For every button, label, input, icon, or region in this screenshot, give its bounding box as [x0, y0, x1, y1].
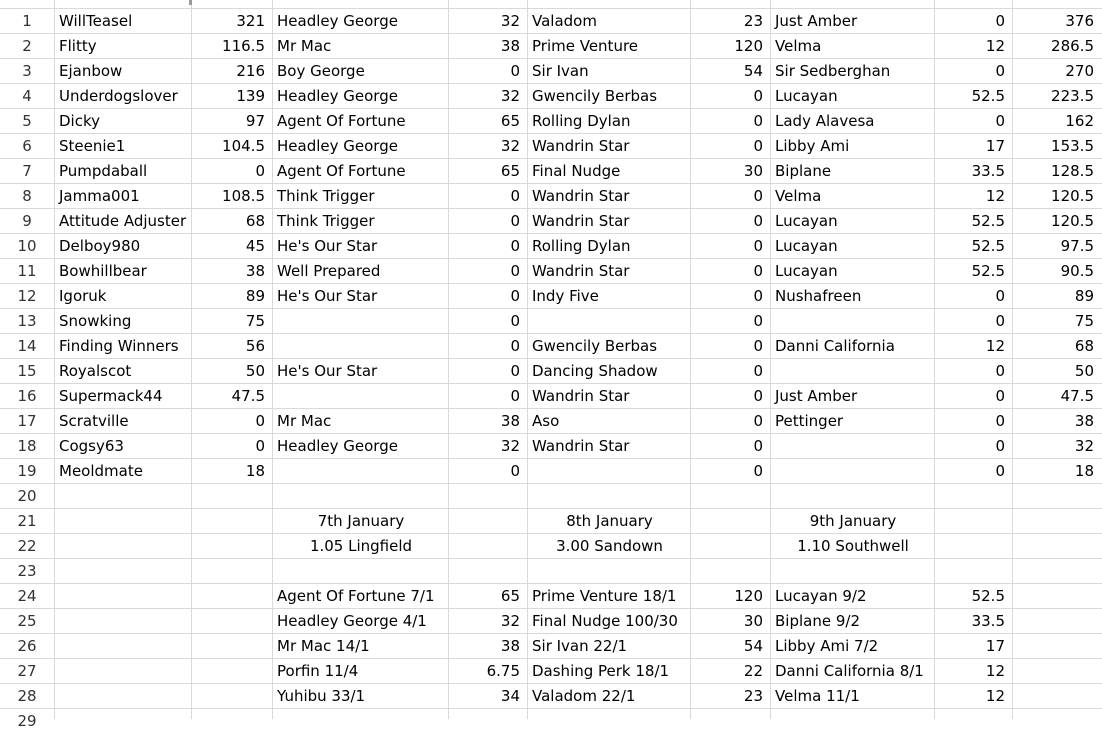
cell-name[interactable]: Igoruk — [59, 287, 107, 305]
cell-pts-2[interactable]: 0 — [753, 237, 763, 255]
cell-pts-2[interactable]: 0 — [753, 437, 763, 455]
cell-pick-1[interactable] — [273, 459, 449, 484]
cell-pick-2[interactable]: Dancing Shadow — [532, 362, 658, 380]
cell-pick-2[interactable] — [528, 559, 691, 584]
cell-total[interactable] — [1013, 559, 1102, 584]
cell-name[interactable] — [55, 609, 192, 634]
cell-pick-3[interactable]: Lady Alavesa — [775, 112, 875, 130]
cell-pick-1[interactable] — [273, 384, 449, 409]
cell-pts-3[interactable]: 33.5 — [971, 612, 1005, 630]
cell-name[interactable] — [55, 709, 192, 734]
cell-name[interactable]: WillTeasel — [59, 12, 133, 30]
cell-pick-3[interactable] — [771, 434, 935, 459]
cell-pick-1[interactable]: Mr Mac — [277, 412, 332, 430]
cell-pick-2[interactable]: Rolling Dylan — [532, 112, 631, 130]
cell-pts-3[interactable]: 0 — [995, 437, 1005, 455]
cell-score-a[interactable]: 116.5 — [222, 37, 265, 55]
cell-pts-3[interactable]: 0 — [995, 462, 1005, 480]
cell-pts-2[interactable]: 30 — [743, 612, 763, 630]
cell-pick-2[interactable]: Gwencily Berbas — [532, 337, 658, 355]
cell-score-a[interactable]: 0 — [255, 437, 265, 455]
row-header[interactable]: 13 — [17, 312, 37, 330]
cell-pick-2[interactable]: Gwencily Berbas — [532, 87, 658, 105]
cell-total[interactable]: 376 — [1065, 12, 1094, 30]
cell-pick-3[interactable]: Danni California 8/1 — [775, 662, 924, 680]
cell-score-a[interactable]: 56 — [245, 337, 265, 355]
cell-pts-2[interactable]: 22 — [743, 662, 763, 680]
cell-total[interactable] — [1013, 484, 1102, 509]
cell-pick-3[interactable]: 9th January — [809, 512, 897, 530]
cell-pts-3[interactable]: 52.5 — [971, 587, 1005, 605]
cell-total[interactable]: 90.5 — [1060, 262, 1094, 280]
cell-score-a[interactable] — [192, 484, 273, 509]
cell-pick-1[interactable]: Agent Of Fortune 7/1 — [277, 587, 435, 605]
cell-score-a[interactable]: 0 — [255, 162, 265, 180]
cell-pick-3[interactable]: Libby Ami 7/2 — [775, 637, 879, 655]
cell-pts-2[interactable]: 0 — [753, 387, 763, 405]
cell-pts-1[interactable]: 0 — [510, 262, 520, 280]
cell-pick-2[interactable]: Aso — [532, 412, 560, 430]
cell-score-a[interactable] — [192, 634, 273, 659]
cell-score-a[interactable] — [192, 534, 273, 559]
cell-name[interactable]: Bowhillbear — [59, 262, 147, 280]
row-header[interactable]: 23 — [17, 562, 37, 580]
cell-pts-2[interactable]: 0 — [753, 362, 763, 380]
cell-score-a[interactable] — [192, 509, 273, 534]
cell-pick-1[interactable]: He's Our Star — [277, 287, 378, 305]
cell-score-a[interactable] — [192, 609, 273, 634]
cell-pick-2[interactable]: Rolling Dylan — [532, 237, 631, 255]
cell-pick-3[interactable]: Libby Ami — [775, 137, 850, 155]
cell-pts-2[interactable]: 0 — [753, 112, 763, 130]
cell-pick-2[interactable]: 3.00 Sandown — [556, 537, 663, 555]
cell-pts-1[interactable]: 0 — [510, 462, 520, 480]
cell-pts-2[interactable]: 0 — [753, 187, 763, 205]
cell-score-a[interactable]: 45 — [245, 237, 265, 255]
cell-pts-1[interactable]: 0 — [510, 362, 520, 380]
cell-pts-1[interactable]: 32 — [500, 437, 520, 455]
cell-score-a[interactable]: 321 — [236, 12, 265, 30]
cell-pick-1[interactable]: Think Trigger — [277, 212, 375, 230]
cell-pick-1[interactable] — [273, 559, 449, 584]
cell-pick-1[interactable] — [273, 334, 449, 359]
cell-score-a[interactable]: 18 — [245, 462, 265, 480]
cell-pts-2[interactable]: 54 — [743, 637, 763, 655]
cell-pts-1[interactable] — [449, 559, 528, 584]
cell-pick-1[interactable]: Mr Mac — [277, 37, 332, 55]
cell-total[interactable]: 223.5 — [1051, 87, 1094, 105]
cell-total[interactable]: 120.5 — [1051, 212, 1094, 230]
cell-pick-3[interactable] — [771, 459, 935, 484]
cell-total[interactable]: 97.5 — [1060, 237, 1094, 255]
cell-pts-1[interactable] — [449, 509, 528, 534]
cell-pts-3[interactable]: 52.5 — [971, 237, 1005, 255]
cell-pts-1[interactable]: 0 — [510, 287, 520, 305]
cell-pick-2[interactable] — [528, 459, 691, 484]
cell-pick-2[interactable]: Prime Venture — [532, 37, 639, 55]
cell-pts-3[interactable]: 0 — [995, 412, 1005, 430]
cell-pick-2[interactable]: Indy Five — [532, 287, 599, 305]
cell-pick-1[interactable]: 1.05 Lingfield — [309, 537, 413, 555]
cell-pick-1[interactable]: Boy George — [277, 62, 365, 80]
row-header[interactable]: 1 — [22, 12, 32, 30]
cell-pick-1[interactable]: He's Our Star — [277, 237, 378, 255]
row-header[interactable]: 9 — [22, 212, 32, 230]
row-header[interactable]: 2 — [22, 37, 32, 55]
cell-pts-2[interactable]: 0 — [753, 87, 763, 105]
cell-name[interactable]: Jamma001 — [59, 187, 140, 205]
cell-pick-3[interactable]: Biplane 9/2 — [775, 612, 860, 630]
cell-name[interactable]: Ejanbow — [59, 62, 123, 80]
row-header[interactable]: 14 — [17, 337, 37, 355]
cell-pts-3[interactable]: 0 — [995, 112, 1005, 130]
cell-pick-3[interactable]: Lucayan — [775, 262, 838, 280]
cell-name[interactable]: Delboy980 — [59, 237, 141, 255]
cell-pts-3[interactable]: 0 — [995, 62, 1005, 80]
cell-name[interactable]: Steenie1 — [59, 137, 126, 155]
column-resize-handle[interactable] — [189, 0, 192, 5]
cell-pick-2[interactable]: Prime Venture 18/1 — [532, 587, 677, 605]
cell-pts-2[interactable]: 54 — [743, 62, 763, 80]
cell-name[interactable] — [55, 509, 192, 534]
cell-pts-3[interactable] — [935, 709, 1013, 734]
cell-pts-2[interactable]: 120 — [734, 37, 763, 55]
cell-score-a[interactable]: 47.5 — [231, 387, 265, 405]
cell-pick-3[interactable]: Lucayan — [775, 87, 838, 105]
row-header[interactable]: 10 — [17, 237, 37, 255]
cell-name[interactable]: Attitude Adjuster — [59, 212, 187, 230]
cell-pts-3[interactable]: 0 — [995, 12, 1005, 30]
cell-pick-3[interactable] — [771, 709, 935, 734]
cell-pts-2[interactable]: 0 — [753, 262, 763, 280]
cell-total[interactable] — [1013, 684, 1102, 709]
cell-pick-3[interactable]: Sir Sedberghan — [775, 62, 891, 80]
cell-name[interactable]: Flitty — [59, 37, 97, 55]
cell-pts-1[interactable]: 0 — [510, 212, 520, 230]
cell-pts-1[interactable]: 38 — [500, 37, 520, 55]
cell-name[interactable]: Dicky — [59, 112, 100, 130]
cell-score-a[interactable]: 50 — [245, 362, 265, 380]
cell-pts-1[interactable]: 38 — [500, 412, 520, 430]
cell-pick-3[interactable] — [771, 359, 935, 384]
cell-pick-1[interactable]: Headley George — [277, 12, 398, 30]
cell-pts-1[interactable] — [449, 484, 528, 509]
cell-pts-1[interactable]: 0 — [510, 387, 520, 405]
cell-score-a[interactable] — [192, 709, 273, 734]
cell-pts-3[interactable]: 0 — [995, 362, 1005, 380]
cell-pts-1[interactable]: 6.75 — [486, 662, 520, 680]
cell-pts-3[interactable]: 0 — [995, 287, 1005, 305]
cell-pick-1[interactable]: 7th January — [317, 512, 405, 530]
cell-pts-3[interactable]: 0 — [995, 312, 1005, 330]
cell-score-a[interactable]: 216 — [236, 62, 265, 80]
cell-pick-3[interactable]: Just Amber — [775, 387, 858, 405]
cell-pick-2[interactable] — [528, 309, 691, 334]
cell-name[interactable]: Underdogslover — [59, 87, 178, 105]
cell-pick-2[interactable]: Wandrin Star — [532, 137, 630, 155]
cell-total[interactable] — [1013, 709, 1102, 734]
row-header[interactable]: 25 — [17, 612, 37, 630]
cell-pick-3[interactable]: Lucayan — [775, 237, 838, 255]
cell-pts-2[interactable]: 23 — [743, 687, 763, 705]
cell-pick-2[interactable]: Sir Ivan 22/1 — [532, 637, 628, 655]
cell-pick-2[interactable]: Valadom 22/1 — [532, 687, 636, 705]
cell-pts-1[interactable]: 0 — [510, 337, 520, 355]
cell-name[interactable] — [55, 534, 192, 559]
cell-pick-1[interactable]: He's Our Star — [277, 362, 378, 380]
cell-pts-2[interactable]: 0 — [753, 412, 763, 430]
cell-total[interactable]: 153.5 — [1051, 137, 1094, 155]
cell-pick-1[interactable]: Headley George 4/1 — [277, 612, 427, 630]
cell-pick-3[interactable]: Pettinger — [775, 412, 844, 430]
cell-pick-2[interactable]: Wandrin Star — [532, 437, 630, 455]
cell-name[interactable]: Cogsy63 — [59, 437, 124, 455]
cell-pts-1[interactable]: 32 — [500, 137, 520, 155]
cell-pts-3[interactable]: 52.5 — [971, 212, 1005, 230]
cell-pts-2[interactable]: 0 — [753, 462, 763, 480]
cell-pts-3[interactable]: 17 — [985, 637, 1005, 655]
row-header[interactable]: 8 — [22, 187, 32, 205]
cell-pick-1[interactable]: Agent Of Fortune — [277, 162, 406, 180]
cell-pts-1[interactable]: 32 — [500, 87, 520, 105]
cell-pick-2[interactable]: Final Nudge 100/30 — [532, 612, 678, 630]
cell-pick-1[interactable]: Agent Of Fortune — [277, 112, 406, 130]
cell-score-a[interactable] — [192, 584, 273, 609]
row-header[interactable]: 17 — [17, 412, 37, 430]
cell-pick-2[interactable] — [528, 484, 691, 509]
row-header[interactable]: 28 — [17, 687, 37, 705]
cell-total[interactable]: 162 — [1065, 112, 1094, 130]
row-header[interactable]: 18 — [17, 437, 37, 455]
cell-pick-1[interactable]: Mr Mac 14/1 — [277, 637, 370, 655]
cell-pts-1[interactable]: 65 — [500, 587, 520, 605]
cell-score-a[interactable]: 38 — [245, 262, 265, 280]
cell-pick-2[interactable]: 8th January — [566, 512, 653, 530]
cell-name[interactable]: Scratville — [59, 412, 129, 430]
cell-pick-1[interactable]: Think Trigger — [277, 187, 375, 205]
cell-pts-2[interactable]: 30 — [743, 162, 763, 180]
cell-pts-2[interactable] — [691, 509, 771, 534]
cell-name[interactable]: Supermack44 — [59, 387, 163, 405]
row-header[interactable]: 7 — [22, 162, 32, 180]
cell-pts-1[interactable]: 32 — [500, 612, 520, 630]
cell-pick-3[interactable]: Lucayan — [775, 212, 838, 230]
row-header[interactable]: 27 — [17, 662, 37, 680]
cell-name[interactable]: Pumpdaball — [59, 162, 148, 180]
cell-total[interactable] — [1013, 609, 1102, 634]
cell-name[interactable]: Royalscot — [59, 362, 132, 380]
row-header[interactable]: 16 — [17, 387, 37, 405]
cell-pts-3[interactable]: 52.5 — [971, 87, 1005, 105]
row-header[interactable]: 5 — [22, 112, 32, 130]
cell-pick-1[interactable]: Headley George — [277, 87, 398, 105]
cell-pts-2[interactable]: 0 — [753, 312, 763, 330]
row-header[interactable]: 29 — [17, 712, 37, 730]
cell-pts-3[interactable]: 52.5 — [971, 262, 1005, 280]
cell-name[interactable] — [55, 659, 192, 684]
cell-pts-2[interactable] — [691, 709, 771, 734]
cell-total[interactable] — [1013, 659, 1102, 684]
cell-total[interactable]: 47.5 — [1060, 387, 1094, 405]
row-header[interactable]: 4 — [22, 87, 32, 105]
cell-pick-2[interactable]: Wandrin Star — [532, 387, 630, 405]
cell-total[interactable] — [1013, 634, 1102, 659]
cell-name[interactable]: Finding Winners — [59, 337, 179, 355]
cell-pts-2[interactable]: 0 — [753, 287, 763, 305]
cell-pts-3[interactable] — [935, 559, 1013, 584]
cell-pick-1[interactable] — [273, 309, 449, 334]
cell-pick-3[interactable]: Velma — [775, 187, 822, 205]
cell-name[interactable]: Meoldmate — [59, 462, 143, 480]
cell-pick-3[interactable]: Nushafreen — [775, 287, 862, 305]
row-header[interactable]: 21 — [17, 512, 37, 530]
cell-pts-1[interactable] — [449, 709, 528, 734]
cell-score-a[interactable]: 0 — [255, 412, 265, 430]
cell-total[interactable]: 270 — [1065, 62, 1094, 80]
cell-pts-1[interactable]: 65 — [500, 112, 520, 130]
row-header[interactable]: 11 — [17, 262, 37, 280]
cell-pts-2[interactable]: 0 — [753, 212, 763, 230]
cell-total[interactable]: 38 — [1074, 412, 1094, 430]
cell-pts-3[interactable]: 12 — [985, 662, 1005, 680]
cell-total[interactable]: 89 — [1074, 287, 1094, 305]
cell-pts-1[interactable]: 0 — [510, 312, 520, 330]
cell-pick-2[interactable]: Wandrin Star — [532, 212, 630, 230]
cell-score-a[interactable]: 89 — [245, 287, 265, 305]
row-header[interactable]: 19 — [17, 462, 37, 480]
cell-score-a[interactable]: 108.5 — [222, 187, 265, 205]
cell-pts-2[interactable] — [691, 559, 771, 584]
cell-total[interactable]: 286.5 — [1051, 37, 1094, 55]
cell-pick-2[interactable]: Valadom — [532, 12, 597, 30]
cell-pts-1[interactable]: 65 — [500, 162, 520, 180]
cell-total[interactable] — [1013, 584, 1102, 609]
row-header[interactable]: 26 — [17, 637, 37, 655]
cell-pick-1[interactable]: Yuhibu 33/1 — [277, 687, 366, 705]
cell-name[interactable]: Snowking — [59, 312, 132, 330]
cell-pts-1[interactable]: 0 — [510, 62, 520, 80]
cell-name[interactable] — [55, 584, 192, 609]
cell-pick-3[interactable] — [771, 309, 935, 334]
cell-pick-3[interactable] — [771, 484, 935, 509]
cell-pts-2[interactable]: 23 — [743, 12, 763, 30]
cell-pts-3[interactable]: 17 — [985, 137, 1005, 155]
cell-name[interactable] — [55, 634, 192, 659]
cell-score-a[interactable]: 97 — [245, 112, 265, 130]
cell-pts-3[interactable] — [935, 509, 1013, 534]
cell-total[interactable]: 128.5 — [1051, 162, 1094, 180]
cell-pts-2[interactable] — [691, 534, 771, 559]
cell-pick-3[interactable]: 1.10 Southwell — [797, 537, 909, 555]
cell-pick-2[interactable]: Wandrin Star — [532, 262, 630, 280]
cell-pick-1[interactable]: Headley George — [277, 437, 398, 455]
cell-pick-1[interactable]: Well Prepared — [277, 262, 381, 280]
cell-pts-1[interactable]: 0 — [510, 187, 520, 205]
cell-pick-1[interactable] — [273, 709, 449, 734]
cell-score-a[interactable] — [192, 684, 273, 709]
cell-pick-3[interactable]: Velma 11/1 — [775, 687, 860, 705]
cell-total[interactable]: 18 — [1074, 462, 1094, 480]
cell-pts-3[interactable]: 12 — [985, 687, 1005, 705]
cell-score-a[interactable]: 75 — [245, 312, 265, 330]
cell-pts-2[interactable]: 0 — [753, 337, 763, 355]
cell-score-a[interactable]: 139 — [236, 87, 265, 105]
cell-total[interactable]: 68 — [1074, 337, 1094, 355]
cell-pts-1[interactable]: 32 — [500, 12, 520, 30]
cell-score-a[interactable] — [192, 559, 273, 584]
cell-pts-3[interactable]: 12 — [985, 337, 1005, 355]
cell-pick-3[interactable]: Danni California — [775, 337, 895, 355]
cell-pts-2[interactable]: 0 — [753, 137, 763, 155]
cell-pts-3[interactable] — [935, 534, 1013, 559]
row-header[interactable]: 6 — [22, 137, 32, 155]
cell-total[interactable]: 32 — [1074, 437, 1094, 455]
cell-pts-3[interactable]: 33.5 — [971, 162, 1005, 180]
cell-pick-3[interactable]: Biplane — [775, 162, 832, 180]
cell-pts-1[interactable]: 0 — [510, 237, 520, 255]
cell-score-a[interactable]: 68 — [245, 212, 265, 230]
cell-name[interactable] — [55, 484, 192, 509]
cell-total[interactable] — [1013, 509, 1102, 534]
cell-pts-3[interactable] — [935, 484, 1013, 509]
cell-pick-2[interactable]: Wandrin Star — [532, 187, 630, 205]
cell-pick-3[interactable]: Lucayan 9/2 — [775, 587, 867, 605]
cell-total[interactable]: 75 — [1074, 312, 1094, 330]
row-header[interactable]: 20 — [17, 487, 37, 505]
row-header[interactable]: 12 — [17, 287, 37, 305]
cell-pick-3[interactable] — [771, 559, 935, 584]
cell-pts-3[interactable]: 12 — [985, 37, 1005, 55]
row-header[interactable]: 3 — [22, 62, 32, 80]
cell-pts-1[interactable]: 34 — [500, 687, 520, 705]
cell-pts-1[interactable]: 38 — [500, 637, 520, 655]
cell-pts-2[interactable] — [691, 484, 771, 509]
cell-pick-1[interactable]: Headley George — [277, 137, 398, 155]
cell-total[interactable]: 50 — [1074, 362, 1094, 380]
cell-pick-3[interactable]: Just Amber — [775, 12, 858, 30]
cell-pick-3[interactable]: Velma — [775, 37, 822, 55]
cell-name[interactable] — [55, 684, 192, 709]
cell-total[interactable] — [1013, 534, 1102, 559]
row-header[interactable]: 15 — [17, 362, 37, 380]
cell-total[interactable]: 120.5 — [1051, 187, 1094, 205]
cell-name[interactable] — [55, 559, 192, 584]
row-header[interactable]: 22 — [17, 537, 37, 555]
cell-pick-2[interactable] — [528, 709, 691, 734]
cell-score-a[interactable]: 104.5 — [222, 137, 265, 155]
cell-pick-1[interactable] — [273, 484, 449, 509]
cell-pts-2[interactable]: 120 — [734, 587, 763, 605]
row-header[interactable]: 24 — [17, 587, 37, 605]
cell-pts-3[interactable]: 12 — [985, 187, 1005, 205]
cell-score-a[interactable] — [192, 659, 273, 684]
cell-pick-2[interactable]: Dashing Perk 18/1 — [532, 662, 670, 680]
cell-pick-2[interactable]: Final Nudge — [532, 162, 621, 180]
cell-pick-1[interactable]: Porfin 11/4 — [277, 662, 359, 680]
cell-pick-2[interactable]: Sir Ivan — [532, 62, 589, 80]
cell-pts-1[interactable] — [449, 534, 528, 559]
cell-pts-3[interactable]: 0 — [995, 387, 1005, 405]
